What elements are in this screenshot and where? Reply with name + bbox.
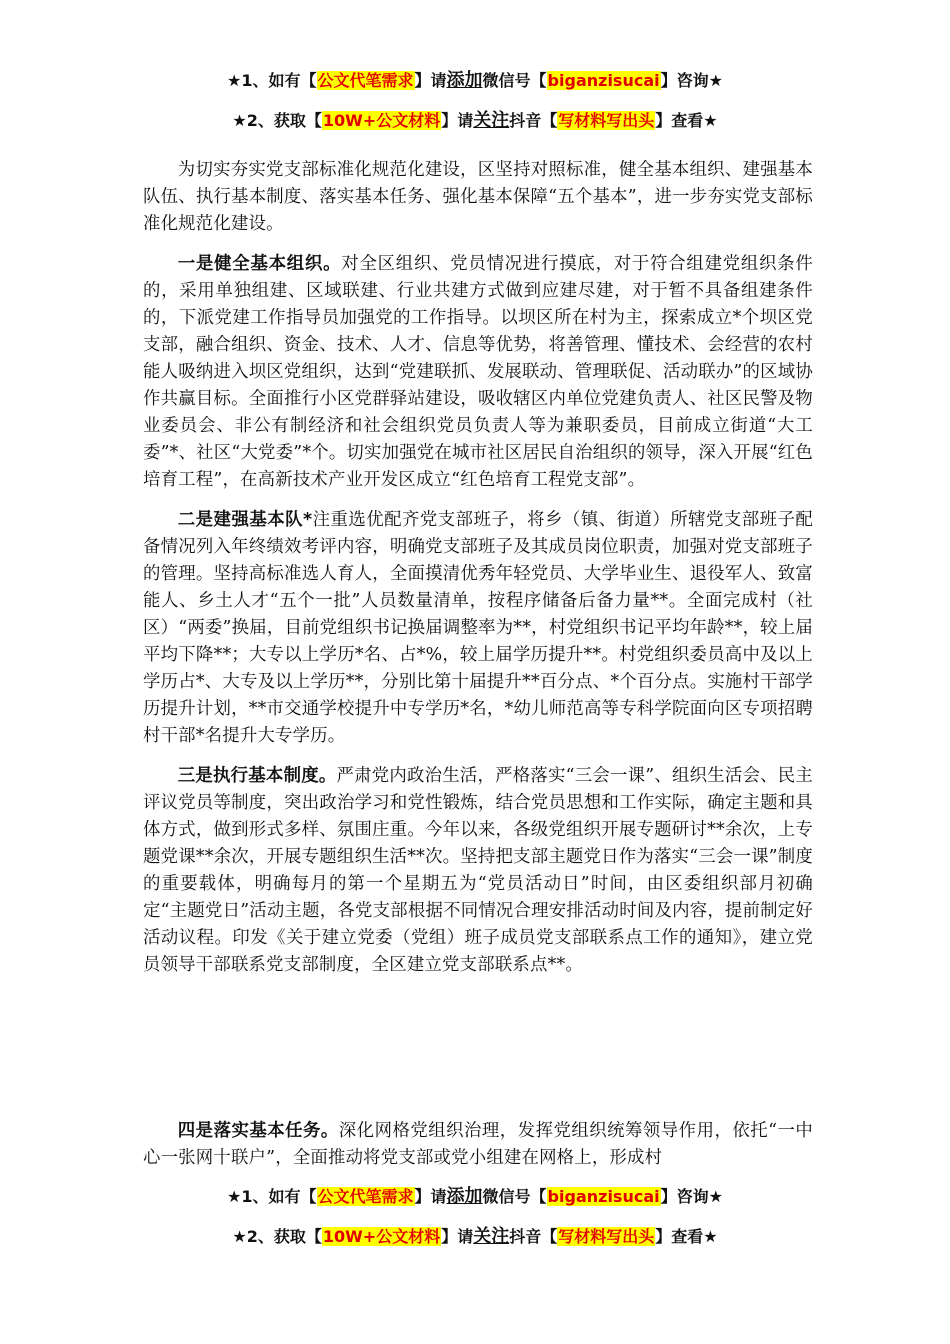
banner-highlight: biganzisucai bbox=[547, 1187, 660, 1206]
banner-highlight: 10W+公文材料 bbox=[322, 1227, 441, 1246]
section-paragraph-1 bbox=[143, 251, 813, 494]
banner-text: 微信号【 bbox=[482, 1187, 547, 1206]
paragraph-text: 为切实夯实党支部标准化规范化建设，区坚持对照标准，健全基本组织、建强基本队伍、执行基本制度、落实基本任务、强化基本保障“五个基本”，进一步夯实党支部标准化规范化建设。 bbox=[143, 160, 813, 234]
banner-text: 抖音【 bbox=[509, 1227, 558, 1246]
banner-prefix: ★1、如有【 bbox=[227, 71, 317, 90]
paragraph-lead: 一是健全基本组织。 bbox=[177, 254, 342, 274]
section-paragraph-4-clip bbox=[143, 1118, 813, 1174]
banner-text: 抖音【 bbox=[509, 111, 558, 130]
banner-highlight: 公文代笔需求 bbox=[317, 1187, 414, 1206]
banner-highlight: 写材料写出头 bbox=[558, 1227, 655, 1246]
banner-underline: 关注 bbox=[473, 110, 510, 131]
banner-suffix: 】咨询★ bbox=[660, 71, 723, 90]
banner-text: 】请 bbox=[441, 111, 474, 130]
paragraph-text: 深化网格党组织治理，发挥党组织统筹领导作用，依托“一中心一张网十联户”，全面推动将党支部或党小组建在网格上，形成村 bbox=[143, 1121, 813, 1168]
banner-highlight: 公文代笔需求 bbox=[317, 71, 414, 90]
banner-suffix: 】咨询★ bbox=[660, 1187, 723, 1206]
banner-highlight: 写材料写出头 bbox=[558, 111, 655, 130]
promo-banner-bottom-2 bbox=[0, 1224, 950, 1250]
banner-highlight: biganzisucai bbox=[547, 71, 660, 90]
promo-banner-bottom-1 bbox=[0, 1184, 950, 1210]
banner-prefix: ★1、如有【 bbox=[227, 1187, 317, 1206]
section-paragraph-3 bbox=[143, 763, 813, 979]
paragraph-text: 严肃党内政治生活，严格落实“三会一课”、组织生活会、民主评议党员等制度，突出政治学习和党性锻炼，结合党员思想和工作实际，确定主题和具体方式，做到形式多样、氛围庄重。今年以来，各级党组织开展专题研讨**余次，上专题党课**余次，开展专题组织生活**次。坚持把支部主题党日作为落实“三会一课”制度的重要载体，明确每月的第一个星期五为“党员活动日”时间，由区委组织部月初确定“主题党日”活动主题，各党支部根据不同情况合理安排活动时间及内容，提前制定好活动议程。印发《关于建立党委（党组）班子成员党支部联系点工作的通知》，建立党员领导干部联系党支部制度，全区建立党支部联系点**。 bbox=[143, 766, 813, 975]
paragraph-text: 注重选优配齐党支部班子，将乡（镇、街道）所辖党支部班子配备情况列入年终绩效考评内容，明确党支部班子及其成员岗位职责，加强对党支部班子的管理。坚持高标准选人育人，全面摸清优秀年轻党员、大学毕业生、退役军人、致富能人、乡土人才“五个一批”人员数量清单，按程序储备后备力量**。全面完成村（社区）“两委”换届，目前党组织书记换届调整率为**，村党组织书记平均年龄**，较上届平均下降**；大专以上学历*名、占*%，较上届学历提升**。村党组织委员高中及以上学历占*、大专及以上学历**，分别比第十届提升**百分点、*个百分点。实施村干部学历提升计划，**市交通学校提升中专学历*名，*幼儿师范高等专科学院面向区专项招聘村干部*名提升大专学历。 bbox=[143, 510, 813, 746]
paragraph-lead: 二是建强基本队* bbox=[177, 510, 313, 530]
document-body bbox=[143, 157, 813, 992]
section-paragraph-4 bbox=[143, 1118, 813, 1172]
promo-banner-top-2 bbox=[0, 108, 950, 134]
banner-underline: 关注 bbox=[473, 1226, 510, 1247]
banner-text: 微信号【 bbox=[482, 71, 547, 90]
promo-banner-top-1 bbox=[0, 68, 950, 94]
paragraph-lead: 三是执行基本制度。 bbox=[177, 766, 337, 786]
banner-suffix: 】查看★ bbox=[655, 1227, 718, 1246]
banner-prefix: ★2、获取【 bbox=[232, 1227, 322, 1246]
banner-text: 】请 bbox=[441, 1227, 474, 1246]
intro-paragraph bbox=[143, 157, 813, 238]
banner-highlight: 10W+公文材料 bbox=[322, 111, 441, 130]
paragraph-text: 对全区组织、党员情况进行摸底，对于符合组建党组织条件的，采用单独组建、区域联建、行业共建方式做到应建尽建，对于暂不具备组建条件的，下派党建工作指导员加强党的工作指导。以坝区所在村为主，探索成立*个坝区党支部，融合组织、资金、技术、人才、信息等优势，将善管理、懂技术、会经营的农村能人吸纳进入坝区党组织，达到“党建联抓、发展联动、管理联促、活动联办”的区域协作共赢目标。全面推行小区党群驿站建设，吸收辖区内单位党建负责人、社区民警及物业委员会、非公有制经济和社会组织党员负责人等为兼职委员，目前成立街道“大工委”*、社区“大党委”*个。切实加强党在城市社区居民自治组织的领导，深入开展“红色培育工程”，在高新技术产业开发区成立“红色培育工程党支部”。 bbox=[143, 254, 813, 490]
banner-prefix: ★2、获取【 bbox=[232, 111, 322, 130]
banner-text: 】请 bbox=[414, 71, 447, 90]
banner-underline: 添加 bbox=[446, 70, 483, 91]
paragraph-lead: 四是落实基本任务。 bbox=[177, 1121, 339, 1141]
banner-text: 】请 bbox=[414, 1187, 447, 1206]
section-paragraph-2 bbox=[143, 507, 813, 750]
banner-underline: 添加 bbox=[446, 1186, 483, 1207]
banner-suffix: 】查看★ bbox=[655, 111, 718, 130]
